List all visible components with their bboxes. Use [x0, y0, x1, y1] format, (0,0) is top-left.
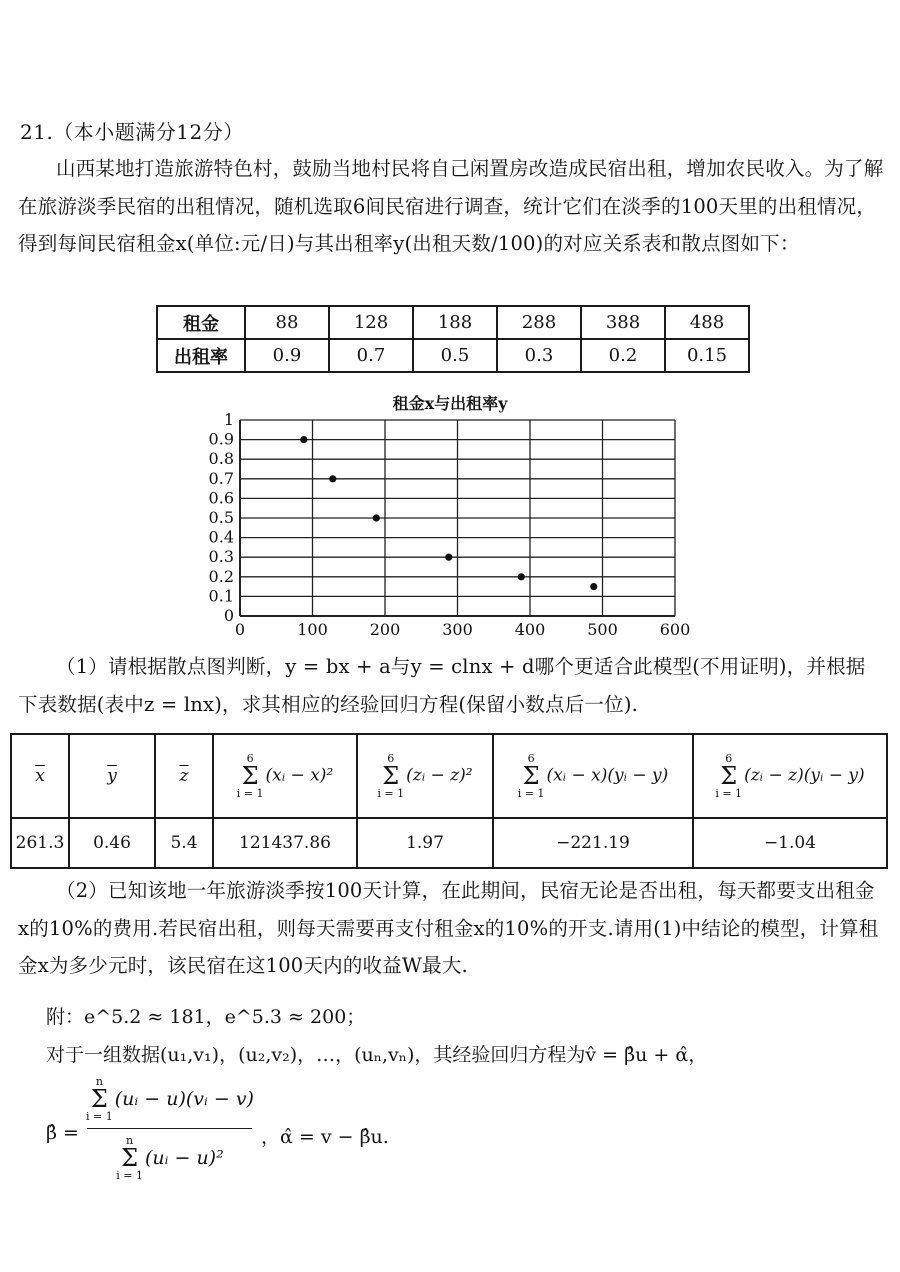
sum-upper: 6	[246, 752, 254, 765]
part2-text	[18, 872, 884, 985]
fraction-bar	[87, 1128, 252, 1129]
sum-symbol: 6 Σ i = 1	[517, 752, 545, 800]
chart-title: 租金x与出租率y	[392, 394, 508, 413]
part1-text	[18, 648, 884, 723]
rent-cell: 128	[329, 306, 413, 339]
value-cell: 1.97	[357, 818, 493, 868]
appendix-exp-values: 附：e^5.2 ≈ 181，e^5.3 ≈ 200；	[46, 1006, 366, 1028]
rent-cell: 88	[245, 306, 329, 339]
value-cell: 121437.86	[213, 818, 357, 868]
header-z-mean	[155, 734, 213, 818]
header-y-mean	[69, 734, 155, 818]
rate-cell: 0.2	[581, 339, 665, 372]
x-tick-label: 0	[234, 620, 246, 639]
intro-text: 山西某地打造旅游特色村，鼓励当地村民将自己闲置房改造成民宿出租，增加农民收入。为了解在旅游淡季民宿的出租情况，随机选取6间民宿进行调查，统计它们在淡季的100天里的出租情况，得到每间民宿租金x(单位:元/日)与其出租率y(出租天数/100)的对应关系表和散点图如下：	[18, 157, 884, 255]
question-intro	[18, 150, 884, 263]
data-point	[373, 514, 380, 521]
y-tick-label: 1	[223, 410, 234, 429]
y-tick-label: 0.7	[208, 468, 234, 488]
table-row	[157, 339, 749, 372]
value-cell: 261.3	[11, 818, 69, 868]
y-tick-label: 0.1	[208, 586, 234, 606]
rate-cell: 0.7	[329, 339, 413, 372]
rate-cell: 0.5	[413, 339, 497, 372]
sxx-expr: (xᵢ − x)²	[265, 765, 334, 786]
part1-body: （1）请根据散点图判断，y = bx + a与y = clnx + d哪个更适合此模型(不用证明)，并根据下表数据(表中z = lnx)，求其相应的经验回归方程(保留小数点后一位).	[18, 655, 866, 716]
table-row	[11, 818, 887, 868]
header-szz	[357, 734, 493, 818]
part2-body: （2）已知该地一年旅游淡季按100天计算，在此期间，民宿无论是否出租，每天都要支出租金x的10%的费用.若民宿出租，则每天需要再支付租金x的10%的开支.请用(1)中结论的模型，计算租金x为多少元时，该民宿在这100天内的收益W最大.	[18, 879, 879, 977]
table-row	[11, 734, 887, 818]
sum-lower: i = 1	[236, 787, 264, 800]
y-tick-label: 0.8	[208, 449, 234, 469]
y-tick-label: 0.3	[208, 547, 234, 567]
x-tick-label: 300	[442, 620, 473, 639]
sum-upper: n	[95, 1075, 103, 1088]
appendix-regression-intro: 对于一组数据(u₁,v₁)，(u₂,v₂)，…，(uₙ,vₙ)，其经验回归方程为v̂ = β̂u + α̂，	[46, 1044, 708, 1066]
sum-upper: n	[126, 1134, 134, 1147]
x-mean-symbol: $\overline{x}$	[35, 766, 45, 786]
numerator-expr: (uᵢ − u)(vᵢ − v)	[114, 1088, 254, 1110]
rate-cell: 0.9	[245, 339, 329, 372]
sum-lower: i = 1	[517, 787, 545, 800]
data-point	[590, 583, 597, 590]
rent-cell: 188	[413, 306, 497, 339]
rent-rate-table	[156, 305, 750, 373]
data-point	[329, 475, 336, 482]
statistics-table	[10, 733, 888, 869]
z-mean-symbol: $\overline{z}$	[179, 766, 189, 786]
beta-fraction	[86, 1076, 254, 1181]
beta-lhs: β̂ =	[46, 1122, 79, 1144]
value-cell: −221.19	[493, 818, 693, 868]
rate-cell: 0.3	[497, 339, 581, 372]
y-tick-label: 0.6	[208, 488, 234, 508]
y-mean-symbol: $\overline{y}$	[107, 766, 117, 786]
question-header: 21.（本小题满分12分）	[20, 120, 244, 144]
y-tick-label: 0.9	[208, 429, 234, 449]
header-sxx	[213, 734, 357, 818]
x-tick-label: 200	[369, 620, 401, 639]
sum-lower: i = 1	[116, 1169, 143, 1182]
x-tick-label: 500	[587, 620, 618, 639]
sum-lower: i = 1	[86, 1110, 113, 1123]
y-tick-label: 0.4	[208, 527, 234, 547]
sum-upper: 6	[725, 752, 733, 765]
sum-upper: 6	[527, 752, 535, 765]
sum-lower: i = 1	[715, 787, 743, 800]
denominator-expr: (uᵢ − u)²	[144, 1147, 224, 1169]
sum-symbol: n Σ i = 1	[116, 1134, 143, 1182]
header-x-mean	[11, 734, 69, 818]
y-tick-label: 0	[223, 606, 234, 625]
rent-cell: 388	[581, 306, 665, 339]
sum-symbol: n Σ i = 1	[86, 1075, 113, 1123]
x-tick-label: 100	[297, 620, 328, 639]
value-cell: 0.46	[69, 818, 155, 868]
y-tick-label: 0.5	[208, 508, 234, 527]
rent-cell: 288	[497, 306, 581, 339]
rent-row-label: 租金	[157, 306, 245, 339]
rate-cell: 0.15	[665, 339, 749, 372]
szz-expr: (zᵢ − z)²	[406, 765, 473, 786]
header-sxy	[493, 734, 693, 818]
scatter-chart	[190, 408, 690, 640]
szy-expr: (zᵢ − z)(yᵢ − y)	[744, 765, 865, 786]
sum-symbol: 6 Σ i = 1	[715, 752, 743, 800]
data-point	[300, 436, 307, 443]
value-cell: 5.4	[155, 818, 213, 868]
fraction-denominator	[116, 1135, 223, 1181]
rate-row-label: 出租率	[157, 339, 245, 372]
sxy-expr: (xᵢ − x)(yᵢ − y)	[546, 765, 669, 786]
alpha-formula: ，α̂ = v − β̂u.	[261, 1126, 389, 1148]
table-row	[157, 306, 749, 339]
data-point	[445, 554, 452, 561]
sum-lower: i = 1	[377, 787, 405, 800]
value-cell: −1.04	[693, 818, 887, 868]
sum-symbol: 6 Σ i = 1	[377, 752, 405, 800]
rent-cell: 488	[665, 306, 749, 339]
data-point	[518, 573, 525, 580]
y-tick-label: 0.2	[208, 566, 234, 586]
x-tick-label: 400	[514, 620, 546, 639]
sum-upper: 6	[387, 752, 395, 765]
fraction-numerator	[86, 1076, 254, 1122]
x-tick-label: 600	[659, 620, 690, 639]
header-szy	[693, 734, 887, 818]
sum-symbol: 6 Σ i = 1	[236, 752, 264, 800]
